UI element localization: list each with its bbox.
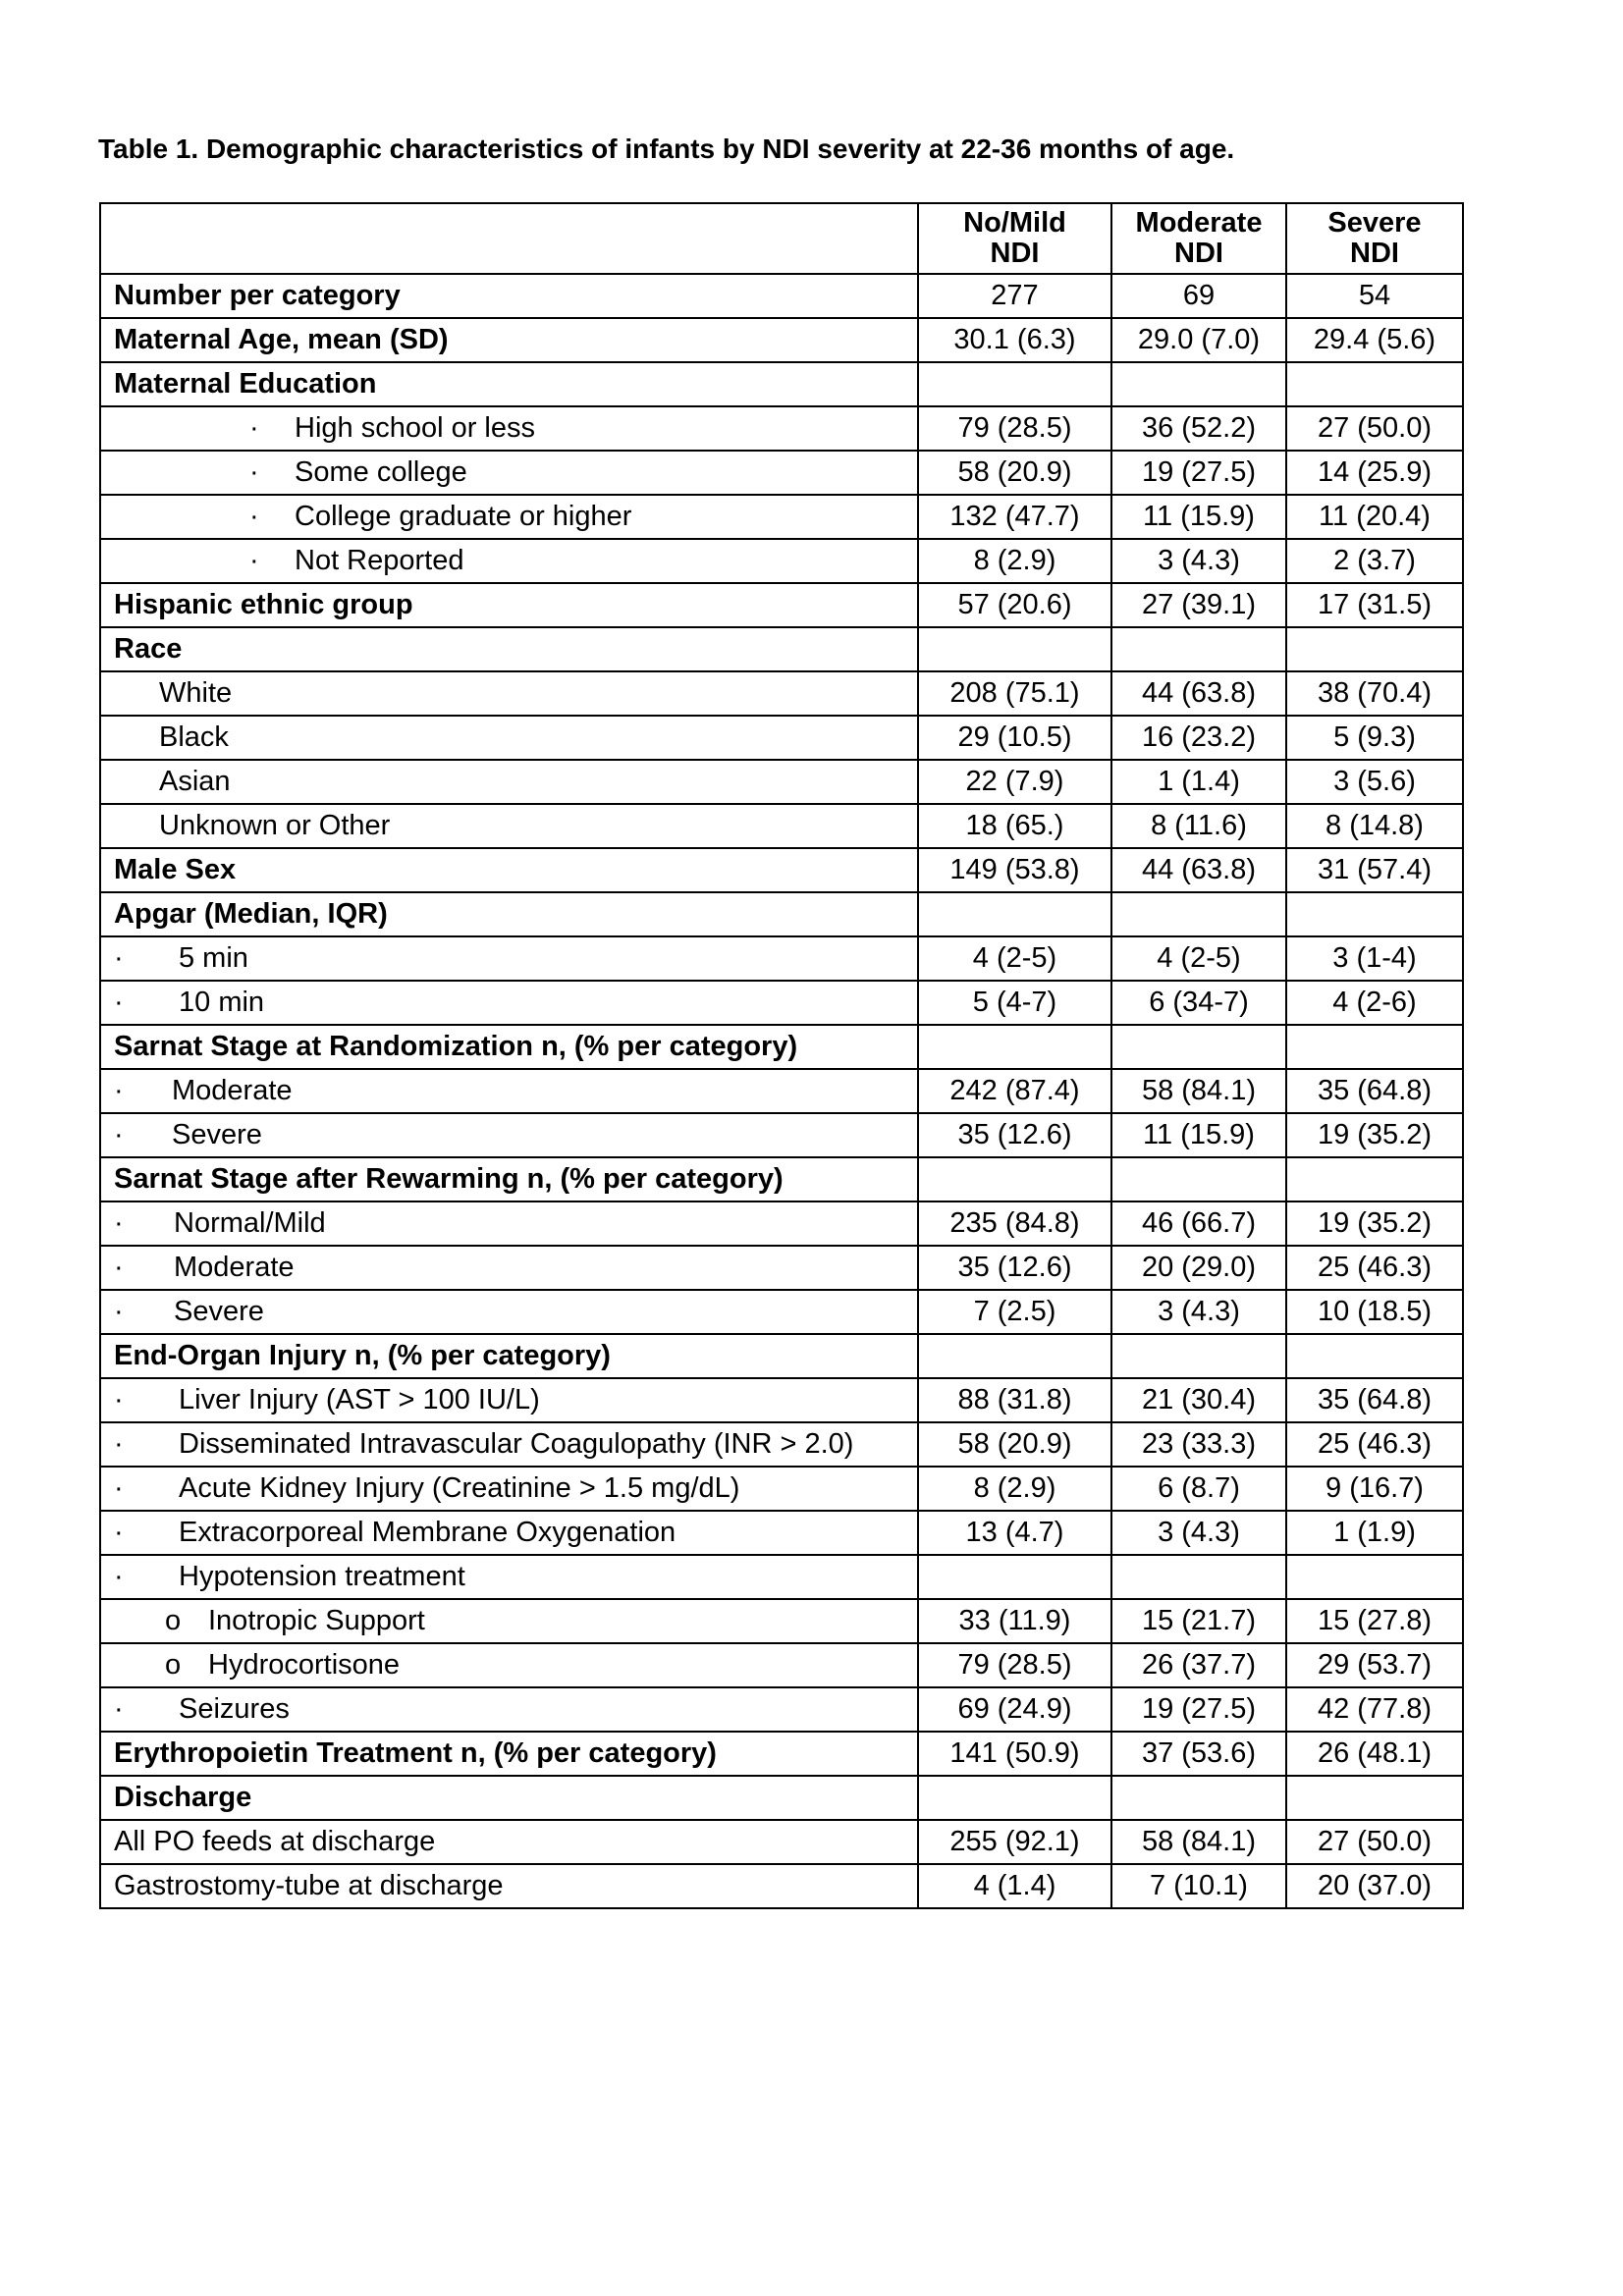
value-cell-no-mild — [918, 892, 1111, 936]
row-label-cell — [100, 274, 918, 318]
row-label: White — [159, 676, 233, 709]
value-cell-no-mild: 7 (2.5) — [918, 1290, 1111, 1334]
value-cell-severe — [1286, 1555, 1463, 1599]
value-cell-moderate: 3 (4.3) — [1111, 539, 1286, 583]
row-label: Erythropoietin Treatment n, (% per category) — [114, 1736, 717, 1769]
value-cell-severe — [1286, 1776, 1463, 1820]
value-cell-no-mild: 22 (7.9) — [918, 760, 1111, 804]
table-row — [100, 1069, 1463, 1113]
value-cell-severe: 3 (1-4) — [1286, 936, 1463, 981]
value-cell-no-mild — [918, 627, 1111, 671]
row-label-cell — [100, 1864, 918, 1908]
value-cell-severe — [1286, 1157, 1463, 1201]
row-label: Apgar (Median, IQR) — [114, 897, 388, 930]
value-cell-moderate: 36 (52.2) — [1111, 406, 1286, 451]
row-label-cell — [100, 1290, 918, 1334]
value-cell-moderate: 29.0 (7.0) — [1111, 318, 1286, 362]
bullet-icon: · — [114, 1118, 124, 1150]
value-cell-no-mild: 29 (10.5) — [918, 716, 1111, 760]
header-moderate-ndi — [1111, 203, 1286, 274]
table-row — [100, 1025, 1463, 1069]
value-cell-severe: 31 (57.4) — [1286, 848, 1463, 892]
value-cell-no-mild — [918, 1776, 1111, 1820]
table-row — [100, 892, 1463, 936]
row-label-cell — [100, 406, 918, 451]
table-row — [100, 1201, 1463, 1246]
table-row — [100, 1599, 1463, 1643]
row-label: All PO feeds at discharge — [114, 1825, 436, 1857]
header-line1: Severe — [1327, 206, 1422, 239]
table-row — [100, 1864, 1463, 1908]
value-cell-no-mild: 58 (20.9) — [918, 1422, 1111, 1467]
row-label: Sarnat Stage after Rewarming n, (% per category) — [114, 1162, 784, 1195]
row-label-cell — [100, 1201, 918, 1246]
row-label: Hydrocortisone — [208, 1648, 401, 1681]
value-cell-moderate: 15 (21.7) — [1111, 1599, 1286, 1643]
row-label: Moderate — [172, 1074, 293, 1106]
value-cell-no-mild: 79 (28.5) — [918, 406, 1111, 451]
row-label: Maternal Age, mean (SD) — [114, 323, 449, 355]
value-cell-severe: 19 (35.2) — [1286, 1113, 1463, 1157]
value-cell-moderate: 7 (10.1) — [1111, 1864, 1286, 1908]
row-label-cell — [100, 1732, 918, 1776]
row-label: Seizures — [179, 1692, 290, 1725]
value-cell-no-mild: 4 (2-5) — [918, 936, 1111, 981]
bullet-icon: · — [114, 1560, 124, 1592]
value-cell-moderate: 4 (2-5) — [1111, 936, 1286, 981]
header-line1: No/Mild — [963, 206, 1066, 239]
value-cell-severe: 27 (50.0) — [1286, 406, 1463, 451]
value-cell-no-mild: 30.1 (6.3) — [918, 318, 1111, 362]
value-cell-severe: 54 — [1286, 274, 1463, 318]
row-label-cell — [100, 936, 918, 981]
header-blank-cell — [100, 203, 918, 274]
row-label: Inotropic Support — [208, 1604, 425, 1636]
value-cell-moderate: 37 (53.6) — [1111, 1732, 1286, 1776]
value-cell-no-mild: 13 (4.7) — [918, 1511, 1111, 1555]
row-label-cell — [100, 451, 918, 495]
value-cell-no-mild: 18 (65.) — [918, 804, 1111, 848]
bullet-icon: · — [114, 1692, 124, 1725]
row-label-cell — [100, 1687, 918, 1732]
row-label-cell — [100, 495, 918, 539]
table-row — [100, 1246, 1463, 1290]
row-label: Male Sex — [114, 853, 237, 885]
row-label: College graduate or higher — [295, 500, 632, 532]
value-cell-severe: 26 (48.1) — [1286, 1732, 1463, 1776]
row-label: Not Reported — [295, 544, 464, 576]
value-cell-severe: 5 (9.3) — [1286, 716, 1463, 760]
table-row — [100, 1687, 1463, 1732]
header-no-mild-ndi — [918, 203, 1111, 274]
row-label: Maternal Education — [114, 367, 377, 400]
table-row — [100, 274, 1463, 318]
table-row — [100, 1113, 1463, 1157]
value-cell-no-mild — [918, 1334, 1111, 1378]
value-cell-moderate: 6 (8.7) — [1111, 1467, 1286, 1511]
bullet-icon: · — [249, 544, 259, 576]
value-cell-moderate — [1111, 627, 1286, 671]
row-label: 10 min — [179, 986, 265, 1018]
value-cell-severe: 14 (25.9) — [1286, 451, 1463, 495]
table-row — [100, 981, 1463, 1025]
value-cell-no-mild: 79 (28.5) — [918, 1643, 1111, 1687]
row-label-cell — [100, 1467, 918, 1511]
row-label-cell — [100, 318, 918, 362]
value-cell-no-mild: 88 (31.8) — [918, 1378, 1111, 1422]
value-cell-severe — [1286, 892, 1463, 936]
bullet-icon: · — [114, 986, 124, 1018]
value-cell-severe — [1286, 1025, 1463, 1069]
row-label-cell — [100, 760, 918, 804]
row-label-cell — [100, 1334, 918, 1378]
table-row — [100, 1378, 1463, 1422]
table-row — [100, 362, 1463, 406]
value-cell-moderate: 46 (66.7) — [1111, 1201, 1286, 1246]
value-cell-moderate: 3 (4.3) — [1111, 1290, 1286, 1334]
value-cell-moderate: 20 (29.0) — [1111, 1246, 1286, 1290]
value-cell-moderate — [1111, 892, 1286, 936]
value-cell-moderate — [1111, 1334, 1286, 1378]
value-cell-moderate: 1 (1.4) — [1111, 760, 1286, 804]
value-cell-severe: 4 (2-6) — [1286, 981, 1463, 1025]
value-cell-moderate: 27 (39.1) — [1111, 583, 1286, 627]
table-row — [100, 1776, 1463, 1820]
row-label: Hispanic ethnic group — [114, 588, 413, 620]
row-label-cell — [100, 1776, 918, 1820]
row-label: Severe — [172, 1118, 262, 1150]
value-cell-severe: 42 (77.8) — [1286, 1687, 1463, 1732]
value-cell-moderate: 23 (33.3) — [1111, 1422, 1286, 1467]
value-cell-no-mild: 255 (92.1) — [918, 1820, 1111, 1864]
value-cell-severe: 27 (50.0) — [1286, 1820, 1463, 1864]
row-label-cell — [100, 1113, 918, 1157]
value-cell-severe: 38 (70.4) — [1286, 671, 1463, 716]
row-label-cell — [100, 1069, 918, 1113]
row-label: Liver Injury (AST > 100 IU/L) — [179, 1383, 540, 1415]
table-row — [100, 1555, 1463, 1599]
value-cell-no-mild: 208 (75.1) — [918, 671, 1111, 716]
row-label: Extracorporeal Membrane Oxygenation — [179, 1516, 676, 1548]
row-label-cell — [100, 583, 918, 627]
row-label-cell — [100, 892, 918, 936]
value-cell-no-mild: 8 (2.9) — [918, 539, 1111, 583]
row-label-cell — [100, 1422, 918, 1467]
row-label-cell — [100, 671, 918, 716]
row-label: Hypotension treatment — [179, 1560, 465, 1592]
row-label-cell — [100, 1599, 918, 1643]
value-cell-moderate: 19 (27.5) — [1111, 1687, 1286, 1732]
table-row — [100, 716, 1463, 760]
row-label-cell — [100, 539, 918, 583]
value-cell-severe: 25 (46.3) — [1286, 1422, 1463, 1467]
header-line2: NDI — [990, 238, 1040, 269]
table-row — [100, 1157, 1463, 1201]
table-row — [100, 1290, 1463, 1334]
value-cell-no-mild: 35 (12.6) — [918, 1113, 1111, 1157]
table-row — [100, 495, 1463, 539]
value-cell-no-mild: 149 (53.8) — [918, 848, 1111, 892]
row-label-cell — [100, 1378, 918, 1422]
bullet-icon: · — [249, 455, 259, 488]
value-cell-moderate — [1111, 1776, 1286, 1820]
row-label: End-Organ Injury n, (% per category) — [114, 1339, 611, 1371]
row-label-cell — [100, 1820, 918, 1864]
value-cell-severe — [1286, 1334, 1463, 1378]
value-cell-moderate: 44 (63.8) — [1111, 848, 1286, 892]
value-cell-severe: 35 (64.8) — [1286, 1069, 1463, 1113]
table-row — [100, 627, 1463, 671]
value-cell-no-mild: 69 (24.9) — [918, 1687, 1111, 1732]
value-cell-severe: 35 (64.8) — [1286, 1378, 1463, 1422]
value-cell-moderate: 19 (27.5) — [1111, 451, 1286, 495]
value-cell-no-mild — [918, 1025, 1111, 1069]
table-caption: Table 1. Demographic characteristics of infants by NDI severity at 22-36 months of age. — [98, 133, 1235, 164]
value-cell-severe: 3 (5.6) — [1286, 760, 1463, 804]
value-cell-moderate: 8 (11.6) — [1111, 804, 1286, 848]
row-label: 5 min — [179, 941, 248, 974]
bullet-icon: · — [114, 1251, 124, 1283]
row-label: Severe — [174, 1295, 264, 1327]
value-cell-moderate: 58 (84.1) — [1111, 1820, 1286, 1864]
value-cell-severe: 20 (37.0) — [1286, 1864, 1463, 1908]
value-cell-no-mild: 235 (84.8) — [918, 1201, 1111, 1246]
value-cell-moderate: 26 (37.7) — [1111, 1643, 1286, 1687]
row-label-cell — [100, 848, 918, 892]
value-cell-severe — [1286, 362, 1463, 406]
row-label-cell — [100, 627, 918, 671]
value-cell-no-mild: 242 (87.4) — [918, 1069, 1111, 1113]
value-cell-severe: 2 (3.7) — [1286, 539, 1463, 583]
table-row — [100, 1334, 1463, 1378]
value-cell-no-mild: 35 (12.6) — [918, 1246, 1111, 1290]
row-label-cell — [100, 1025, 918, 1069]
value-cell-no-mild: 141 (50.9) — [918, 1732, 1111, 1776]
demographics-table — [99, 202, 1464, 1909]
table-row — [100, 318, 1463, 362]
table-row — [100, 848, 1463, 892]
value-cell-no-mild — [918, 1157, 1111, 1201]
bullet-icon: · — [114, 941, 124, 974]
value-cell-no-mild: 277 — [918, 274, 1111, 318]
table-row — [100, 1820, 1463, 1864]
header-line2: NDI — [1174, 238, 1223, 269]
bullet-icon: · — [249, 411, 259, 444]
row-label: Asian — [159, 765, 231, 797]
value-cell-moderate: 21 (30.4) — [1111, 1378, 1286, 1422]
value-cell-severe: 11 (20.4) — [1286, 495, 1463, 539]
table-row — [100, 1511, 1463, 1555]
value-cell-moderate: 69 — [1111, 274, 1286, 318]
value-cell-moderate — [1111, 1025, 1286, 1069]
table-row — [100, 936, 1463, 981]
value-cell-severe: 1 (1.9) — [1286, 1511, 1463, 1555]
bullet-icon: · — [114, 1206, 124, 1239]
value-cell-severe: 25 (46.3) — [1286, 1246, 1463, 1290]
header-severe-ndi — [1286, 203, 1463, 274]
table-row — [100, 406, 1463, 451]
row-label: High school or less — [295, 411, 535, 444]
table-row — [100, 1643, 1463, 1687]
table-row — [100, 1422, 1463, 1467]
row-label: Moderate — [174, 1251, 295, 1283]
row-label-cell — [100, 1511, 918, 1555]
row-label: Normal/Mild — [174, 1206, 326, 1239]
value-cell-no-mild: 57 (20.6) — [918, 583, 1111, 627]
row-label: Black — [159, 721, 229, 753]
row-label: Disseminated Intravascular Coagulopathy (INR > 2.0) — [179, 1427, 854, 1460]
header-line2: NDI — [1350, 238, 1399, 269]
row-label-cell — [100, 804, 918, 848]
row-label-cell — [100, 1157, 918, 1201]
row-label: Some college — [295, 455, 467, 488]
value-cell-severe: 15 (27.8) — [1286, 1599, 1463, 1643]
row-label-cell — [100, 716, 918, 760]
value-cell-no-mild — [918, 1555, 1111, 1599]
value-cell-moderate: 16 (23.2) — [1111, 716, 1286, 760]
row-label-cell — [100, 1643, 918, 1687]
value-cell-moderate: 11 (15.9) — [1111, 1113, 1286, 1157]
row-label-cell — [100, 981, 918, 1025]
header-line1: Moderate — [1135, 206, 1263, 239]
row-label-cell — [100, 1555, 918, 1599]
value-cell-moderate — [1111, 1157, 1286, 1201]
value-cell-moderate: 44 (63.8) — [1111, 671, 1286, 716]
bullet-icon: · — [114, 1471, 124, 1504]
value-cell-no-mild: 8 (2.9) — [918, 1467, 1111, 1511]
table-row — [100, 583, 1463, 627]
value-cell-no-mild — [918, 362, 1111, 406]
value-cell-no-mild: 58 (20.9) — [918, 451, 1111, 495]
row-label: Discharge — [114, 1781, 252, 1813]
value-cell-no-mild: 4 (1.4) — [918, 1864, 1111, 1908]
row-label-cell — [100, 1246, 918, 1290]
value-cell-severe: 19 (35.2) — [1286, 1201, 1463, 1246]
value-cell-severe: 29 (53.7) — [1286, 1643, 1463, 1687]
value-cell-moderate: 11 (15.9) — [1111, 495, 1286, 539]
sub-bullet-icon: o — [165, 1604, 182, 1636]
sub-bullet-icon: o — [165, 1648, 182, 1681]
bullet-icon: · — [114, 1074, 124, 1106]
value-cell-no-mild: 5 (4-7) — [918, 981, 1111, 1025]
bullet-icon: · — [114, 1295, 124, 1327]
bullet-icon: · — [114, 1516, 124, 1548]
row-label: Race — [114, 632, 183, 665]
row-label: Number per category — [114, 279, 401, 311]
table-row — [100, 1467, 1463, 1511]
table-row — [100, 1732, 1463, 1776]
row-label: Unknown or Other — [159, 809, 391, 841]
value-cell-severe: 10 (18.5) — [1286, 1290, 1463, 1334]
row-label: Acute Kidney Injury (Creatinine > 1.5 mg/dL) — [179, 1471, 740, 1504]
row-label: Gastrostomy-tube at discharge — [114, 1869, 504, 1901]
bullet-icon: · — [249, 500, 259, 532]
value-cell-moderate: 58 (84.1) — [1111, 1069, 1286, 1113]
value-cell-moderate: 3 (4.3) — [1111, 1511, 1286, 1555]
value-cell-no-mild: 132 (47.7) — [918, 495, 1111, 539]
value-cell-no-mild: 33 (11.9) — [918, 1599, 1111, 1643]
value-cell-moderate: 6 (34-7) — [1111, 981, 1286, 1025]
row-label-cell — [100, 362, 918, 406]
row-label: Sarnat Stage at Randomization n, (% per category) — [114, 1030, 798, 1062]
table-row — [100, 671, 1463, 716]
value-cell-moderate — [1111, 362, 1286, 406]
bullet-icon: · — [114, 1383, 124, 1415]
value-cell-severe — [1286, 627, 1463, 671]
value-cell-severe: 8 (14.8) — [1286, 804, 1463, 848]
table-row — [100, 804, 1463, 848]
bullet-icon: · — [114, 1427, 124, 1460]
value-cell-severe: 29.4 (5.6) — [1286, 318, 1463, 362]
value-cell-severe: 17 (31.5) — [1286, 583, 1463, 627]
value-cell-moderate — [1111, 1555, 1286, 1599]
table-row — [100, 760, 1463, 804]
table-row — [100, 451, 1463, 495]
value-cell-severe: 9 (16.7) — [1286, 1467, 1463, 1511]
table-header-row — [100, 203, 1463, 274]
table-row — [100, 539, 1463, 583]
table-body — [100, 203, 1463, 1908]
